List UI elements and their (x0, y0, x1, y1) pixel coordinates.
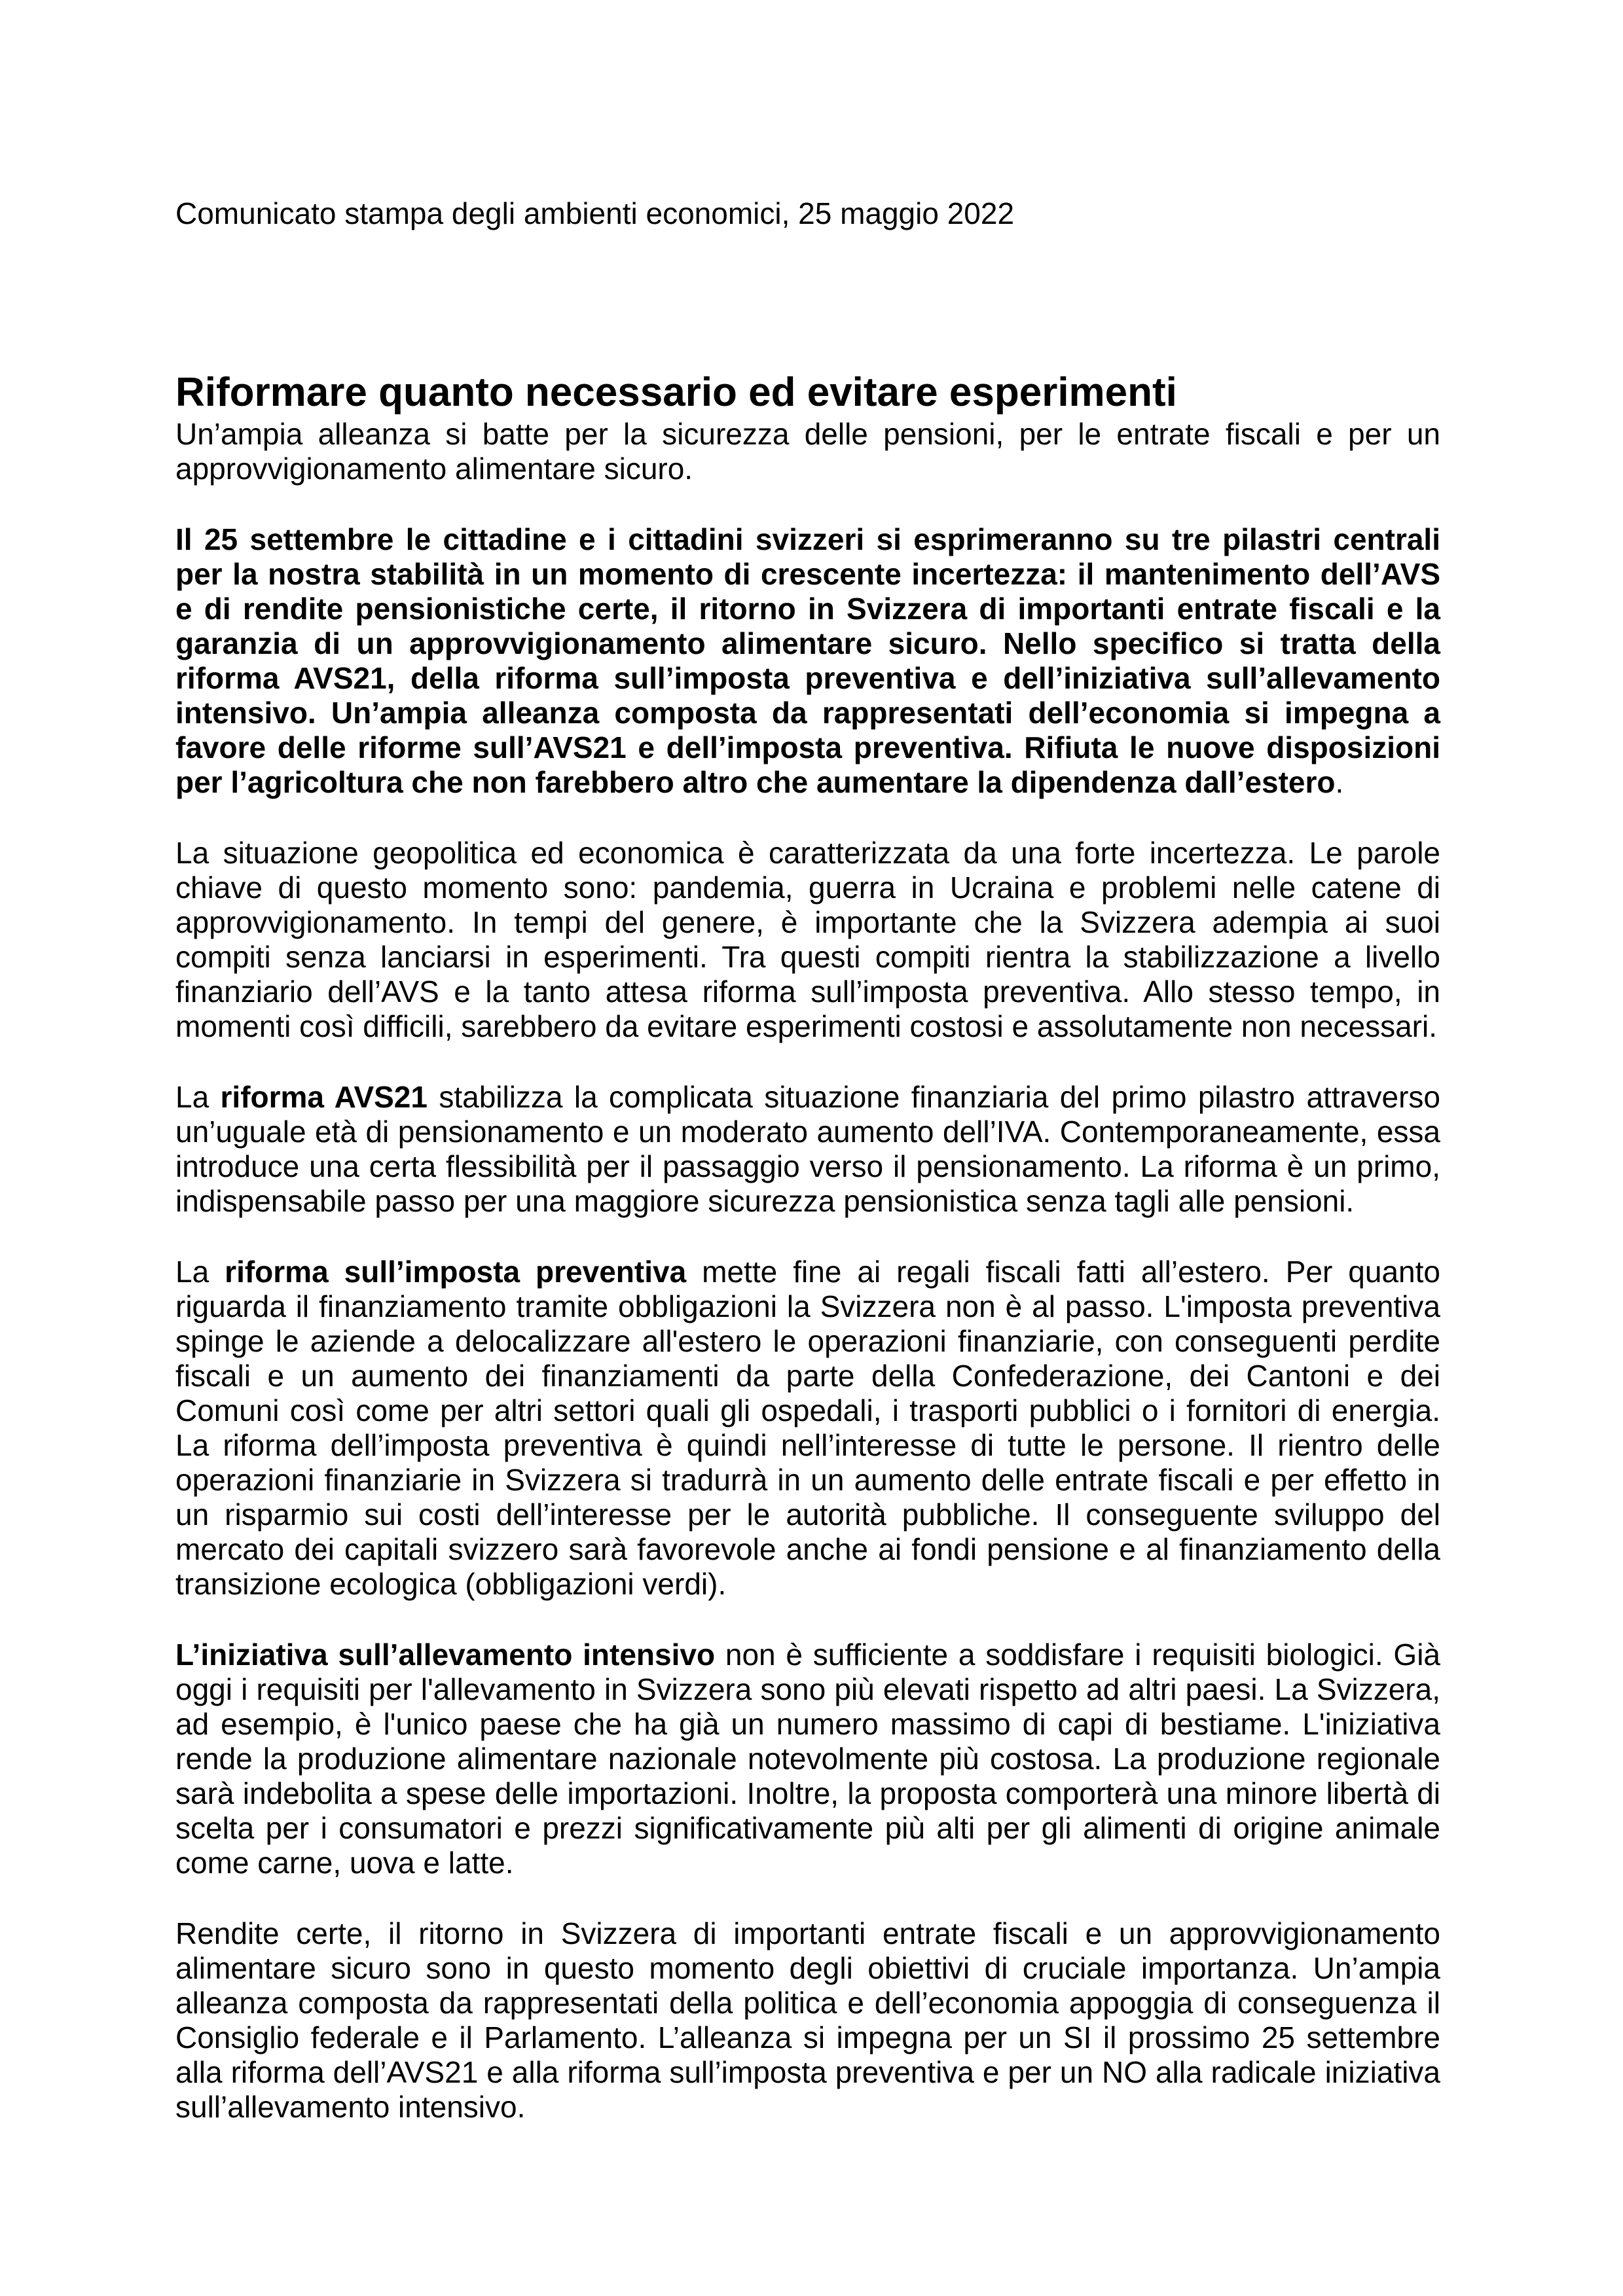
bold-text-run: L’iniziativa sull’allevamento intensivo (175, 1638, 716, 1672)
text-run: La (175, 1255, 225, 1289)
paragraph (175, 1916, 1440, 2125)
date-line: Comunicato stampa degli ambienti economici, 25 maggio 2022 (175, 196, 1015, 230)
text-run: stabilizza la complicata situazione finanziaria del primo pilastro attraverso un’uguale età di pensionamento e un moderato aumento dell’IVA. Contemporaneamente, essa introduce una certa flessibilità per il passaggio verso il pensionamento. La riforma è un primo, indispensabile passo per una maggiore sicurezza pensionistica senza tagli alle pensioni. (175, 1080, 1440, 1218)
paragraph (175, 522, 1440, 800)
page-title: Riformare quanto necessario ed evitare esperimenti (175, 370, 1177, 415)
text-run: La (175, 1080, 221, 1114)
text-run: . (1335, 765, 1344, 799)
bold-text-run: riforma sull’imposta preventiva (225, 1255, 687, 1289)
text-run: Rendite certe, il ritorno in Svizzera di importanti entrate fiscali e un approvvigionamento alimentare sicuro sono in questo momento degli obiettivi di cruciale importanza. Un’ampia alleanza composta da rappresentati della politica e dell’economia appoggia di conseguenza il Consiglio federale e il Parlamento. L’alleanza si impegna per un SI il prossimo 25 settembre alla riforma dell’AVS21 e alla riforma sull’imposta preventiva e per un NO alla radicale iniziativa sull’allevamento intensivo. (175, 1916, 1440, 2124)
bold-text-run: riforma AVS21 (220, 1080, 428, 1114)
lead-paragraph: Un’ampia alleanza si batte per la sicurezza delle pensioni, per le entrate fiscali e per un approvvigionamento alimentare sicuro. (175, 417, 1440, 486)
text-run: La situazione geopolitica ed economica è caratterizzata da una forte incertezza. Le parole chiave di questo momento sono: pandemia, guerra in Ucraina e problemi nelle catene di approvvigionamento. In tempi del genere, è importante che la Svizzera adempia ai suoi compiti senza lanciarsi in esperimenti. Tra questi compiti rientra la stabilizzazione a livello finanziario dell’AVS e la tanto attesa riforma sull’imposta preventiva. Allo stesso tempo, in momenti così difficili, sarebbero da evitare esperimenti costosi e assolutamente non necessari. (175, 836, 1440, 1043)
paragraph (175, 836, 1440, 1044)
paragraph (175, 1255, 1440, 1602)
paragraph (175, 1638, 1440, 1880)
text-run: mette fine ai regali fiscali fatti all’estero. Per quanto riguarda il finanziamento tramite obbligazioni la Svizzera non è al passo. L'imposta preventiva spinge le aziende a delocalizzare all'estero le operazioni finanziarie, con conseguenti perdite fiscali e un aumento dei finanziamenti da parte della Confederazione, dei Cantoni e dei Comuni così come per altri settori quali gli ospedali, i trasporti pubblici o i fornitori di energia. La riforma dell’imposta preventiva è quindi nell’interesse di tutte le persone. Il rientro delle operazioni finanziarie in Svizzera si tradurrà in un aumento delle entrate fiscali e per effetto in un risparmio sui costi dell’interesse per le autorità pubbliche. Il conseguente sviluppo del mercato dei capitali svizzero sarà favorevole anche ai fondi pensione e al finanziamento della transizione ecologica (obbligazioni verdi). (175, 1255, 1440, 1601)
body-paragraphs (175, 522, 1440, 2125)
text-run: non è sufficiente a soddisfare i requisiti biologici. Già oggi i requisiti per l'allevamento in Svizzera sono più elevati rispetto ad altri paesi. La Svizzera, ad esempio, è l'unico paese che ha già un numero massimo di capi di bestiame. L'iniziativa rende la produzione alimentare nazionale notevolmente più costosa. La produzione regionale sarà indebolita a spese delle importazioni. Inoltre, la proposta comporterà una minore libertà di scelta per i consumatori e prezzi significativamente più alti per gli alimenti di origine animale come carne, uova e latte. (175, 1638, 1440, 1880)
bold-text-run: Il 25 settembre le cittadine e i cittadini svizzeri si esprimeranno su tre pilastri centrali per la nostra stabilità in un momento di crescente incertezza: il mantenimento dell’AVS e di rendite pensionistiche certe, il ritorno in Svizzera di importanti entrate fiscali e la garanzia di un approvvigionamento alimentare sicuro. Nello specifico si tratta della riforma AVS21, della riforma sull’imposta preventiva e dell’iniziativa sull’allevamento intensivo. Un’ampia alleanza composta da rappresentati dell’economia si impegna a favore delle riforme sull’AVS21 e dell’imposta preventiva. Rifiuta le nuove disposizioni per l’agricoltura che non farebbero altro che aumentare la dipendenza dall’estero (175, 522, 1440, 799)
paragraph (175, 1080, 1440, 1219)
document-content (175, 0, 1440, 2125)
